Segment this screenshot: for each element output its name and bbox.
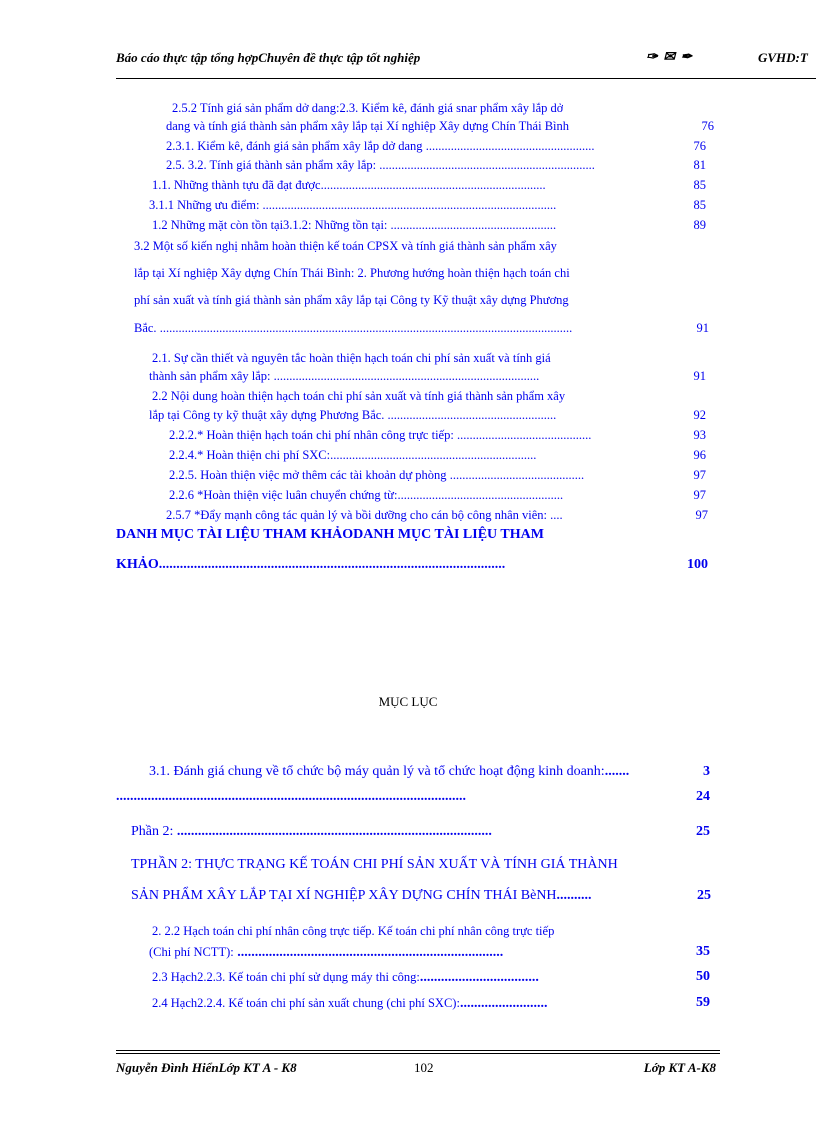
toc-entry[interactable]: 2.5.2 Tính giá sản phẩm dở dang:2.3. Kiểm kê, đánh giá snar phẩm xây lắp dở [172,101,564,115]
header-divider [116,78,816,79]
footer-class: Lớp KT A-K8 [643,1060,716,1075]
toc-entry[interactable]: 2.2.6 *Hoàn thiện việc luân chuyển chứng từ:..................................................... 97 [169,488,706,502]
toc-entry[interactable]: dang và tính giá thành sản phẩm xây lắp tại Xí nghiệp Xây dựng Chín Thái Bình 76 [166,119,714,133]
toc-entry[interactable]: 1.2 Những mặt còn tồn tại3.1.2: Những tồn tại: ..................................................... 89 [152,218,706,232]
toc-entry[interactable]: phí sản xuất và tính giá thành sản phẩm xây lắp tại Công ty Kỹ thuật xây dựng Phương [134,293,569,307]
toc-entry[interactable]: .................................................................................................... 24 [116,789,710,804]
toc-entry[interactable]: 2.2.2.* Hoàn thiện hạch toán chi phí nhân công trực tiếp: ........................................... 93 [169,428,706,442]
toc-entry[interactable]: 2.4 Hạch2.2.4. Kế toán chi phí sản xuất chung (chi phí SXC):......................... 59 [152,995,710,1011]
page-number: 102 [414,1060,434,1075]
toc-entry[interactable]: Bắc. .................................................................................................................................... 91 [134,321,709,335]
toc-entry[interactable]: 2.5.7 *Đẩy mạnh công tác quản lý và bồi dưỡng cho cán bộ công nhân viên: .... 97 [166,508,708,522]
toc-entry[interactable]: (Chi phí NCTT): ............................................................................ 35 [149,944,710,960]
toc-entry[interactable]: 2.1. Sự cần thiết và nguyên tắc hoàn thiện hạch toán chi phí sản xuất và tính giá [152,351,551,365]
page-footer [116,1060,716,1080]
toc-entry[interactable]: thành sản phẩm xây lắp: ..................................................................................... 91 [149,369,706,383]
toc-entry[interactable]: 2.3 Hạch2.2.3. Kế toán chi phí sử dụng máy thi công:.................................. 50 [152,969,710,985]
footer-author: Nguyễn Đình HiểnLớp KT A - K8 [116,1060,297,1075]
toc-entry[interactable]: TPHẦN 2: THỰC TRẠNG KẾ TOÁN CHI PHÍ SẢN XUẤT VÀ TÍNH GIÁ THÀNH [131,857,618,872]
header-title: Báo cáo thực tập tổng hợpChuyên đề thực tập tốt nghiệp [116,50,421,65]
toc-entry[interactable]: 2.2 Nội dung hoàn thiện hạch toán chi phí sản xuất và tính giá thành sản phẩm xây [152,389,566,403]
toc-entry[interactable]: 2. 2.2 Hạch toán chi phí nhân công trực tiếp. Kế toán chi phí nhân công trực tiếp [152,924,555,938]
footer-divider [116,1050,720,1051]
toc-entry[interactable]: 2.2.4.* Hoàn thiện chi phí SXC:.................................................................. 96 [169,448,706,462]
header-supervisor: GVHD:T [758,50,808,65]
toc-entry-references[interactable]: KHẢO................................................................................................... 100 [116,557,708,572]
page-title: MỤC LỤC [378,694,438,709]
toc-entry[interactable]: SẢN PHẨM XÂY LẮP TẠI XÍ NGHIỆP XÂY DỰNG CHÍN THÁI BèNH.......... 25 [131,888,711,903]
toc-entry[interactable]: Phần 2: .......................................................................................... 25 [131,824,710,839]
toc-entry[interactable]: lắp tại Xí nghiệp Xây dựng Chín Thái Bình: 2. Phương hướng hoàn thiện hạch toán chi [134,266,570,280]
toc-entry[interactable]: lắp tại Công ty kỹ thuật xây dựng Phương Bắc. ...................................................... 92 [149,408,706,422]
toc-entry[interactable]: 3.1. Đánh giá chung về tổ chức bộ máy quản lý và tổ chức hoạt động kinh doanh:....... 3 [149,764,710,779]
toc-entry-references[interactable]: DANH MỤC TÀI LIỆU THAM KHẢODANH MỤC TÀI LIỆU THAM [116,527,544,542]
toc-entry[interactable]: 2.3.1. Kiểm kê, đánh giá sản phẩm xây lắp dở dang ...................................................... 76 [166,139,706,153]
toc-entry[interactable]: 2.5. 3.2. Tính giá thành sản phẩm xây lắp: ..................................................................... 81 [166,158,706,172]
header-ornament-icon: ✑ ✉ ✒ [646,50,694,65]
page-header [116,50,816,72]
toc-entry[interactable]: 3.2 Một số kiến nghị nhằm hoàn thiện kế toán CPSX và tính giá thành sản phẩm xây [134,239,557,253]
toc-entry[interactable]: 1.1. Những thành tựu đã đạt được........................................................................ 85 [152,178,706,192]
toc-entry[interactable]: 2.2.5. Hoàn thiện việc mở thêm các tài khoản dự phòng ........................................... 97 [169,468,706,482]
toc-entry[interactable]: 3.1.1 Những ưu điểm: .............................................................................................. 85 [149,198,706,212]
footer-divider [116,1053,720,1054]
